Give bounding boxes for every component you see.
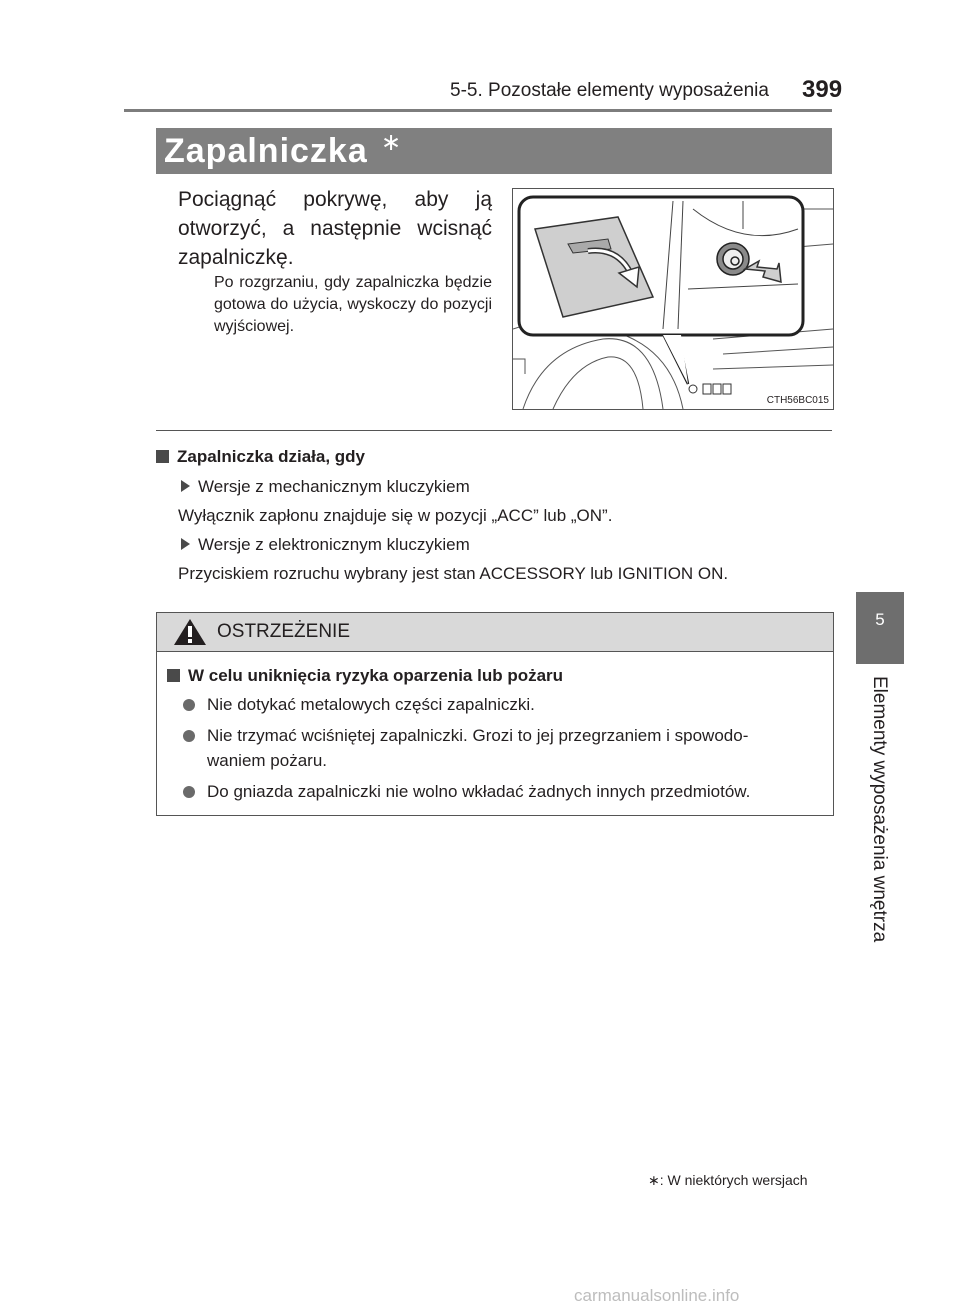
warning-header-text: OSTRZEŻENIE [217,621,351,642]
figure-code: CTH56BC015 [766,395,829,406]
warning-bullet [207,779,750,804]
warning-header [157,613,833,652]
version-heading-text: Wersje z elektronicznym kluczykiem [198,535,470,554]
footnote [648,1172,808,1189]
warning-title [167,666,563,686]
footnote-text: : W niektórych wersjach [659,1172,808,1188]
warning-bullet [207,723,748,748]
warning-bullet-text: Nie dotykać metalowych części zapalniczki. [207,695,535,714]
circle-bullet-icon [183,730,195,742]
separator-line [156,430,832,431]
chapter-label-container [856,676,904,946]
condition-heading [156,447,365,467]
instruction-text: Pociągnąć pokrywę, aby ją otworzyć, a następnie wcisnąć zapalniczkę. [178,188,492,269]
circle-bullet-icon [183,786,195,798]
warning-bullet-text: Nie trzymać wciśniętej zapalniczki. Grozi to jej przegrzaniem i spowodo- [207,726,749,745]
watermark: carmanualsonline.info [574,1286,740,1305]
square-bullet-icon [156,450,169,463]
warning-bullet-text: Do gniazda zapalniczki nie wolno wkładać żadnych innych przedmiotów. [207,782,751,801]
warning-bullet [207,692,535,717]
square-bullet-icon [167,669,180,682]
circle-bullet-icon [183,699,195,711]
warning-triangle-icon [173,618,207,646]
triangle-bullet-icon [181,538,190,550]
version-text-mechanical: Wyłącznik zapłonu znajduje się w pozycji „ACC” lub „ON”. [178,506,613,525]
version-text-electronic: Przyciskiem rozruchu wybrany jest stan ACCESSORY lub IGNITION ON. [178,564,729,583]
condition-heading-text: Zapalniczka działa, gdy [177,447,366,466]
version-heading-text: Wersje z mechanicznym kluczykiem [198,477,470,496]
running-header: 5-5. Pozostałe elementy wyposażenia [450,80,769,101]
warning-box [156,612,834,816]
dashboard-drawing [513,189,833,409]
page-number: 399 [802,76,843,103]
footnote-asterisk: ∗ [648,1172,660,1188]
cigarette-lighter-illustration [512,188,834,410]
version-heading-electronic [181,535,470,555]
version-heading-mechanical [181,477,470,497]
section-title: Zapalniczka [164,132,368,170]
chapter-tab [856,592,904,664]
title-asterisk: ∗ [381,129,402,156]
section-title-bar [156,128,832,174]
triangle-bullet-icon [181,480,190,492]
instruction-note: Po rozgrzaniu, gdy zapalniczka będzie gotowa do użycia, wyskoczy do pozycji wyjściowej. [214,274,492,335]
chapter-label: Elementy wyposażenia wnętrza [869,676,890,943]
warning-bullet-continuation: waniem pożaru. [207,751,328,770]
chapter-number: 5 [875,610,885,629]
warning-title-text: W celu uniknięcia ryzyka oparzenia lub pożaru [188,666,564,685]
header-rule [124,109,832,112]
